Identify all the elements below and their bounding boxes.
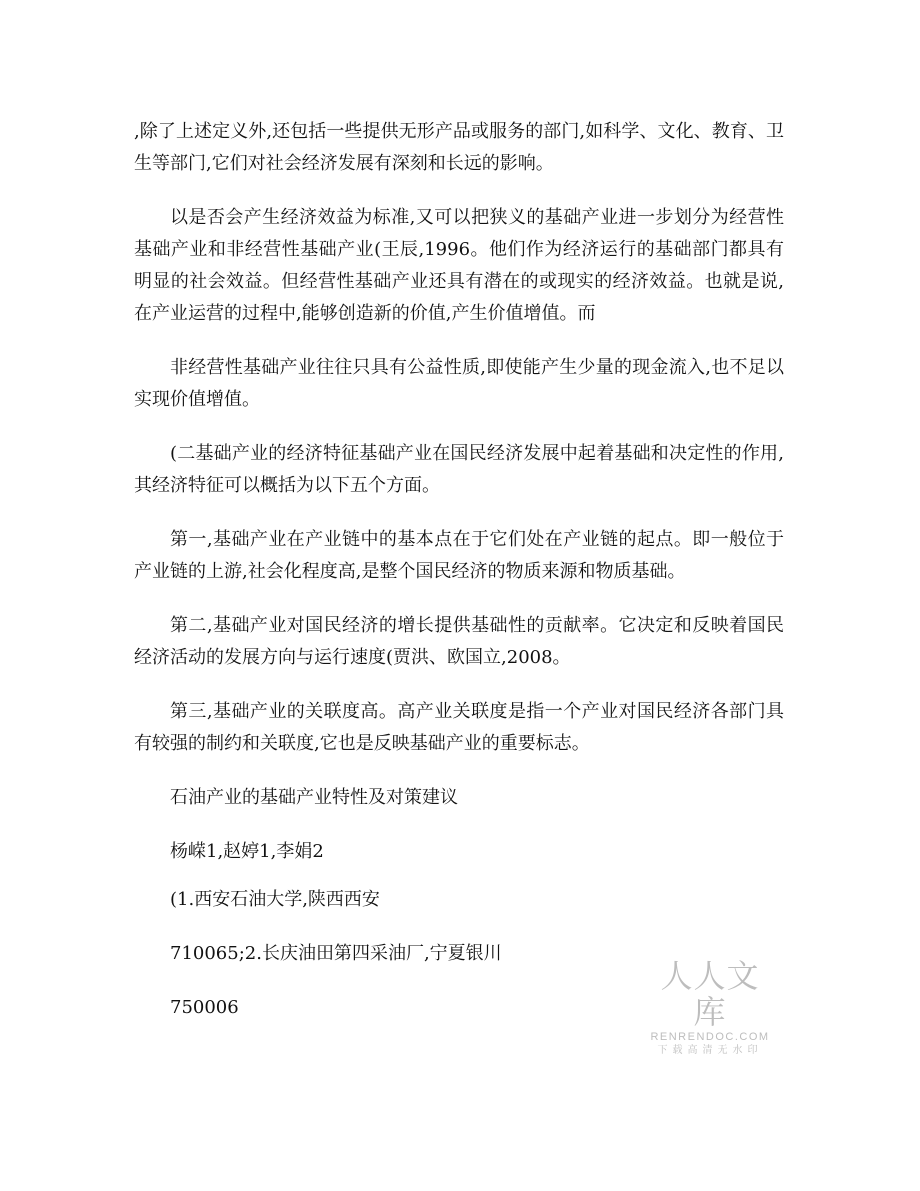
watermark bbox=[646, 958, 774, 1058]
watermark-title: 人人文库 bbox=[660, 957, 760, 1031]
affiliation-line-1: (1.西安石油大学,陕西西安 bbox=[170, 889, 380, 910]
author-list: 杨嵘1,赵婷1,李娟2 bbox=[170, 841, 324, 862]
paragraph-non-operating: 非经营性基础产业往往只具有公益性质,即使能产生少量的现金流入,也不足以实现价值增值。 bbox=[134, 357, 784, 410]
paragraph-economic-benefit: 以是否会产生经济效益为标准,又可以把狭义的基础产业进一步划分为经营性基础产业和非经营性基础产业(王辰,1996。他们作为经济运行的基础部门都具有明显的社会效益。但经营性基础产业还具有潜在的或现实的经济效益。也就是说,在产业运营的过程中,能够创造新的价值,产生价值增值。而 bbox=[134, 207, 784, 324]
affiliation-line-2: 710065;2.长庆油田第四采油厂,宁夏银川 bbox=[170, 943, 502, 964]
watermark-url: RENRENDOC.COM bbox=[650, 1031, 770, 1043]
paragraph-continuation: ,除了上述定义外,还包括一些提供无形产品或服务的部门,如科学、文化、教育、卫生等部门,它们对社会经济发展有深刻和长远的影响。 bbox=[134, 121, 784, 174]
paragraph-economic-features: (二基础产业的经济特征基础产业在国民经济发展中起着基础和决定性的作用,其经济特征可以概括为以下五个方面。 bbox=[134, 443, 784, 496]
article-title: 石油产业的基础产业特性及对策建议 bbox=[170, 787, 458, 808]
paragraph-third-point: 第三,基础产业的关联度高。高产业关联度是指一个产业对国民经济各部门具有较强的制约和关联度,它也是反映基础产业的重要标志。 bbox=[134, 701, 784, 754]
paragraph-second-point: 第二,基础产业对国民经济的增长提供基础性的贡献率。它决定和反映着国民经济活动的发展方向与运行速度(贾洪、欧国立,2008。 bbox=[134, 615, 784, 668]
affiliation-line-3: 750006 bbox=[170, 997, 239, 1018]
watermark-subtitle: 下载高清无水印 bbox=[657, 1045, 763, 1056]
paragraph-first-point: 第一,基础产业在产业链中的基本点在于它们处在产业链的起点。即一般位于产业链的上游,社会化程度高,是整个国民经济的物质来源和物质基础。 bbox=[134, 529, 784, 582]
